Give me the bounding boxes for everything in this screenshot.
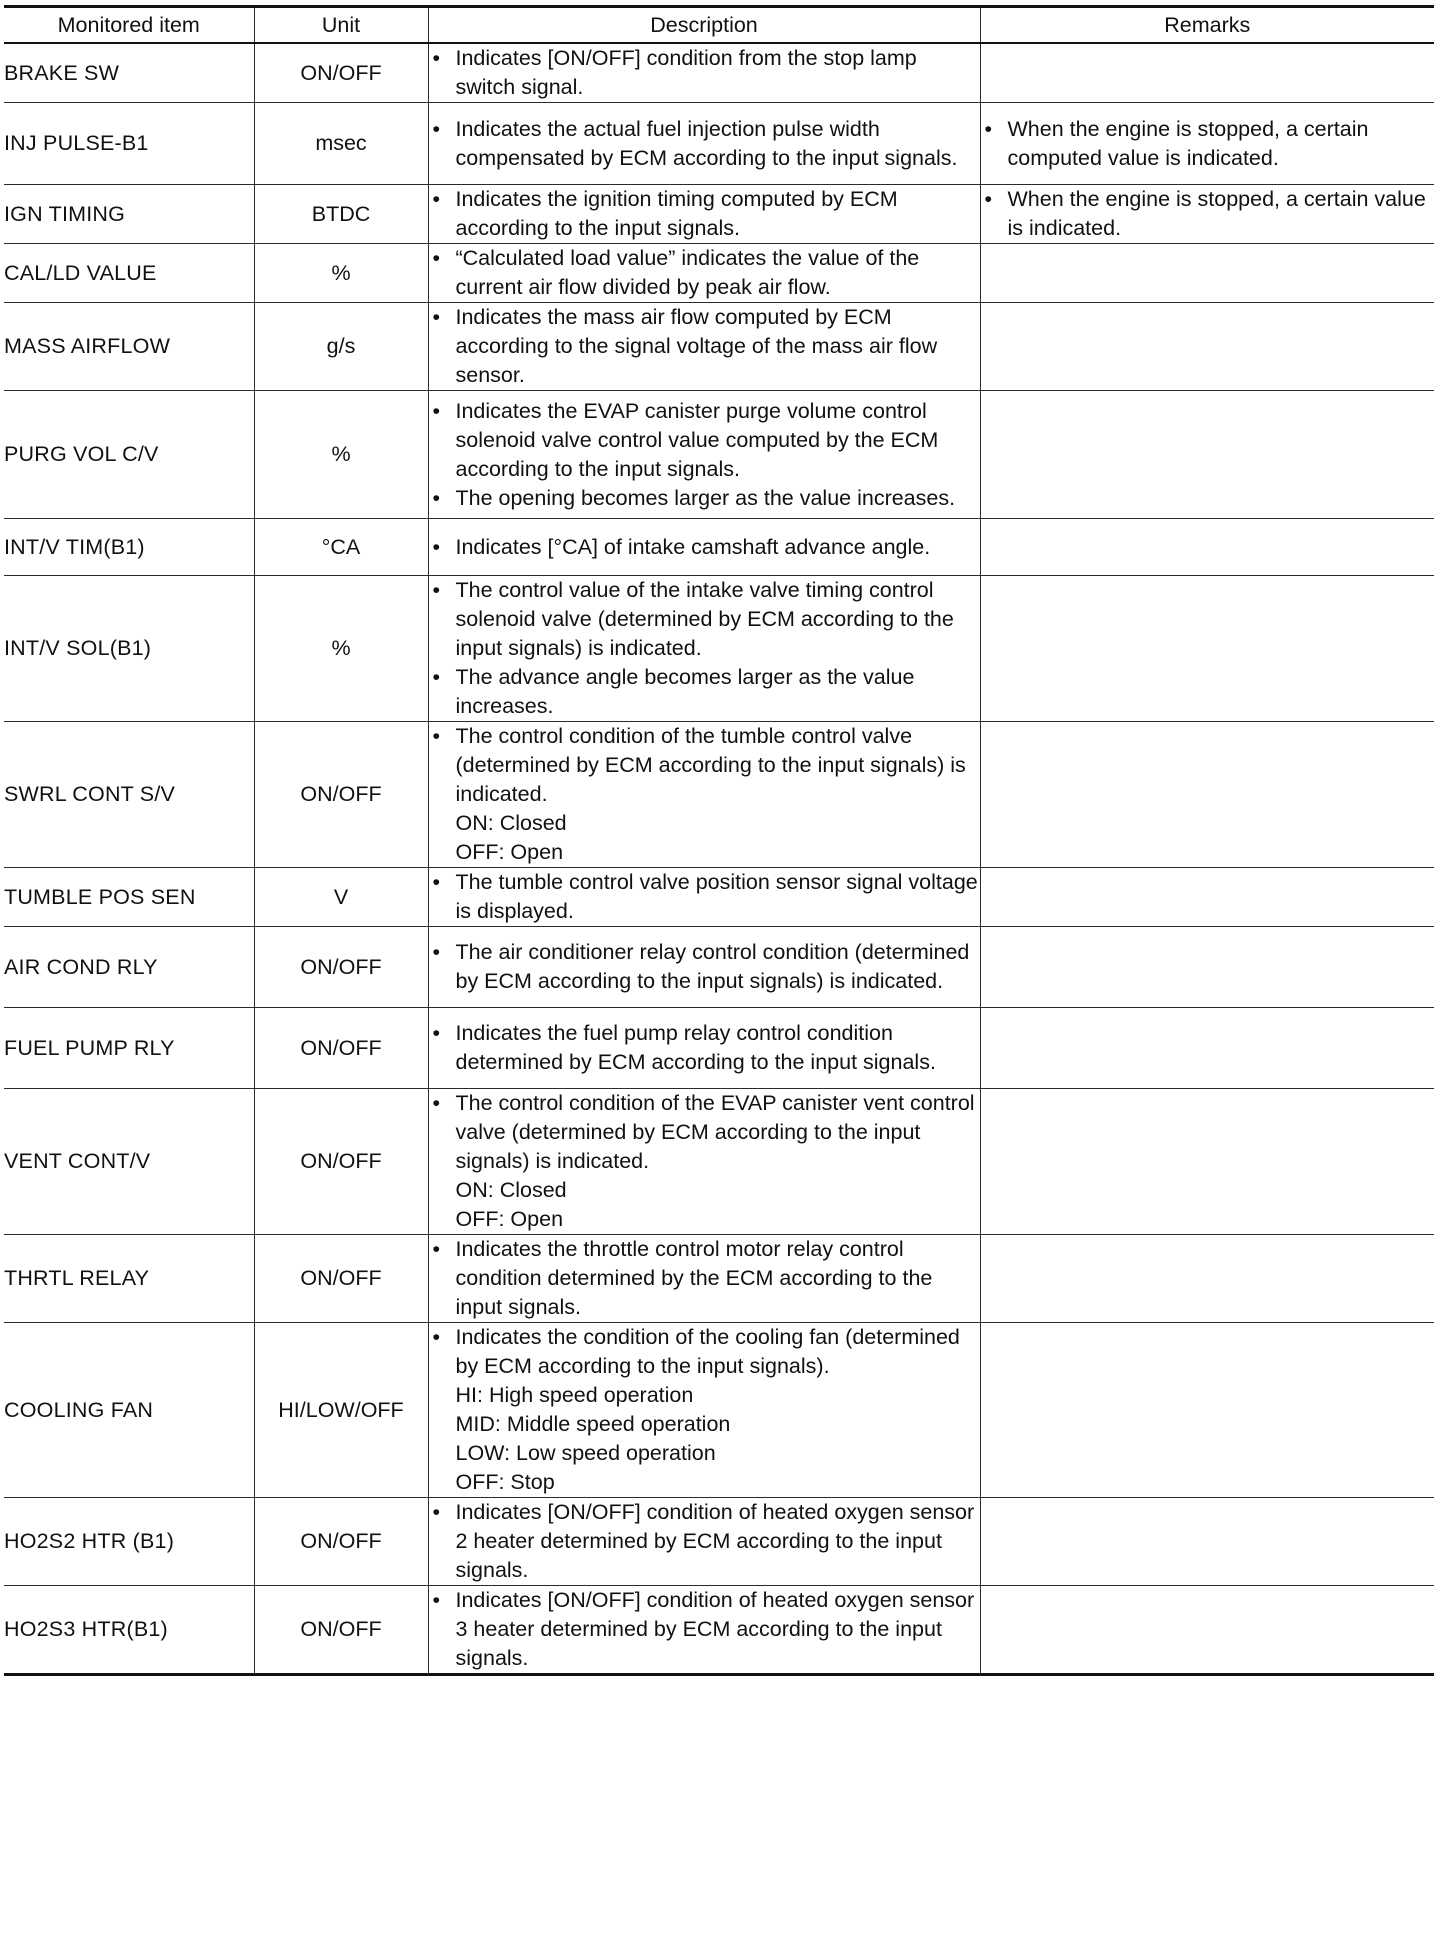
remarks-cell xyxy=(980,1089,1434,1235)
monitored-item-cell: SWRL CONT S/V xyxy=(4,722,254,868)
monitored-item-cell: TUMBLE POS SEN xyxy=(4,868,254,927)
table-row xyxy=(4,868,1434,927)
description-bullet: • “Calculated load value” indicates the value of the current air flow divided by peak air flow. xyxy=(429,244,980,302)
monitored-item-cell: HO2S2 HTR (B1) xyxy=(4,1498,254,1586)
header-remarks: Remarks xyxy=(980,7,1434,44)
description-bullet: • Indicates the actual fuel injection pulse width compensated by ECM according to the input signals. xyxy=(429,115,980,173)
description-cell xyxy=(428,303,980,391)
monitored-item-cell: CAL/LD VALUE xyxy=(4,244,254,303)
description-bullet: • The tumble control valve position sensor signal voltage is displayed. xyxy=(429,868,980,926)
unit-cell: ON/OFF xyxy=(254,1586,428,1675)
remark-bullet: • When the engine is stopped, a certain computed value is indicated. xyxy=(981,115,1435,173)
description-bullet: • Indicates [ON/OFF] condition of heated oxygen sensor 2 heater determined by ECM according to the input signals. xyxy=(429,1498,980,1585)
header-monitored-item: Monitored item xyxy=(4,7,254,44)
monitored-item-cell: VENT CONT/V xyxy=(4,1089,254,1235)
description-line: ON: Closed xyxy=(455,811,567,835)
description-bullet: • Indicates the condition of the cooling fan (determined by ECM according to the input signals). xyxy=(429,1323,980,1381)
description-cell xyxy=(428,244,980,303)
table-row xyxy=(4,391,1434,519)
remarks-cell xyxy=(980,1586,1434,1675)
remarks-cell xyxy=(980,576,1434,722)
remarks-cell xyxy=(980,43,1434,103)
remark-bullet: • When the engine is stopped, a certain value is indicated. xyxy=(981,185,1435,243)
monitored-item-cell: INJ PULSE-B1 xyxy=(4,103,254,185)
monitored-item-cell: HO2S3 HTR(B1) xyxy=(4,1586,254,1675)
description-cell xyxy=(428,576,980,722)
description-line: OFF: Stop xyxy=(455,1470,555,1494)
description-cell xyxy=(428,868,980,927)
unit-cell: ON/OFF xyxy=(254,1235,428,1323)
unit-cell: BTDC xyxy=(254,185,428,244)
description-cell xyxy=(428,103,980,185)
description-cell xyxy=(428,722,980,868)
table-row xyxy=(4,927,1434,1008)
unit-cell: ON/OFF xyxy=(254,43,428,103)
header-row xyxy=(4,7,1434,44)
description-bullet: • Indicates the ignition timing computed by ECM according to the input signals. xyxy=(429,185,980,243)
description-line: HI: High speed operation xyxy=(455,1383,694,1407)
table-row xyxy=(4,1586,1434,1675)
header-description: Description xyxy=(428,7,980,44)
description-cell xyxy=(428,1235,980,1323)
monitored-item-cell: INT/V SOL(B1) xyxy=(4,576,254,722)
unit-cell: % xyxy=(254,244,428,303)
table-row xyxy=(4,1498,1434,1586)
description-bullet: • The advance angle becomes larger as the value increases. xyxy=(429,663,980,721)
table-row xyxy=(4,103,1434,185)
description-cell xyxy=(428,1586,980,1675)
table-row xyxy=(4,519,1434,576)
description-cell xyxy=(428,927,980,1008)
unit-cell: g/s xyxy=(254,303,428,391)
monitored-item-cell: THRTL RELAY xyxy=(4,1235,254,1323)
table-row xyxy=(4,1089,1434,1235)
unit-cell: HI/LOW/OFF xyxy=(254,1323,428,1498)
monitored-item-cell: INT/V TIM(B1) xyxy=(4,519,254,576)
unit-cell: ON/OFF xyxy=(254,722,428,868)
unit-cell: % xyxy=(254,391,428,519)
remarks-cell xyxy=(980,185,1434,244)
table-row xyxy=(4,1235,1434,1323)
remarks-cell xyxy=(980,1008,1434,1089)
remarks-cell xyxy=(980,868,1434,927)
remarks-cell xyxy=(980,927,1434,1008)
remarks-cell xyxy=(980,244,1434,303)
unit-cell: ON/OFF xyxy=(254,1498,428,1586)
monitored-items-table xyxy=(4,5,1434,1676)
remarks-cell xyxy=(980,1323,1434,1498)
table-row xyxy=(4,722,1434,868)
remarks-cell xyxy=(980,519,1434,576)
table-header xyxy=(4,7,1434,44)
description-line: OFF: Open xyxy=(455,1207,564,1231)
description-cell xyxy=(428,1008,980,1089)
description-bullet: • Indicates [°CA] of intake camshaft advance angle. xyxy=(429,533,980,562)
remarks-cell xyxy=(980,1235,1434,1323)
table-row xyxy=(4,43,1434,103)
monitored-item-cell: BRAKE SW xyxy=(4,43,254,103)
description-bullet: • The opening becomes larger as the value increases. xyxy=(429,484,980,513)
unit-cell: % xyxy=(254,576,428,722)
table-row xyxy=(4,576,1434,722)
table-row xyxy=(4,244,1434,303)
description-cell xyxy=(428,519,980,576)
monitored-item-cell: FUEL PUMP RLY xyxy=(4,1008,254,1089)
monitored-item-cell: AIR COND RLY xyxy=(4,927,254,1008)
description-cell xyxy=(428,391,980,519)
description-bullet: • The control condition of the tumble control valve (determined by ECM according to the input signals) is indicated. xyxy=(429,722,980,809)
unit-cell: ON/OFF xyxy=(254,927,428,1008)
remarks-cell xyxy=(980,1498,1434,1586)
description-bullet: • Indicates [ON/OFF] condition of heated oxygen sensor 3 heater determined by ECM according to the input signals. xyxy=(429,1586,980,1673)
description-bullet: • The air conditioner relay control condition (determined by ECM according to the input signals) is indicated. xyxy=(429,938,980,996)
description-cell xyxy=(428,1089,980,1235)
remarks-cell xyxy=(980,391,1434,519)
description-bullet: • Indicates the fuel pump relay control condition determined by ECM according to the input signals. xyxy=(429,1019,980,1077)
monitored-item-cell: MASS AIRFLOW xyxy=(4,303,254,391)
monitored-item-cell: IGN TIMING xyxy=(4,185,254,244)
table-row xyxy=(4,303,1434,391)
description-bullet: • Indicates the mass air flow computed by ECM according to the signal voltage of the mass air flow sensor. xyxy=(429,303,980,390)
description-bullet: • Indicates the EVAP canister purge volume control solenoid valve control value computed by the ECM according to the input signals. xyxy=(429,397,980,484)
monitored-item-cell: COOLING FAN xyxy=(4,1323,254,1498)
unit-cell: V xyxy=(254,868,428,927)
description-bullet: • The control value of the intake valve timing control solenoid valve (determined by ECM according to the input signals) is indicated. xyxy=(429,576,980,663)
description-line: LOW: Low speed operation xyxy=(455,1441,716,1465)
description-cell xyxy=(428,43,980,103)
description-bullet: • Indicates [ON/OFF] condition from the stop lamp switch signal. xyxy=(429,44,980,102)
unit-cell: °CA xyxy=(254,519,428,576)
table-row xyxy=(4,185,1434,244)
description-line: ON: Closed xyxy=(455,1178,567,1202)
remarks-cell xyxy=(980,722,1434,868)
description-line: MID: Middle speed operation xyxy=(455,1412,731,1436)
remarks-cell xyxy=(980,103,1434,185)
description-bullet: • Indicates the throttle control motor relay control condition determined by the ECM according to the input signals. xyxy=(429,1235,980,1322)
description-line: OFF: Open xyxy=(455,840,564,864)
unit-cell: ON/OFF xyxy=(254,1008,428,1089)
description-bullet: • The control condition of the EVAP canister vent control valve (determined by ECM according to the input signals) is indicated. xyxy=(429,1089,980,1176)
unit-cell: ON/OFF xyxy=(254,1089,428,1235)
description-cell xyxy=(428,1323,980,1498)
description-cell xyxy=(428,1498,980,1586)
header-unit: Unit xyxy=(254,7,428,44)
remarks-cell xyxy=(980,303,1434,391)
description-cell xyxy=(428,185,980,244)
table-row xyxy=(4,1008,1434,1089)
table-body xyxy=(4,43,1434,1675)
unit-cell: msec xyxy=(254,103,428,185)
monitored-item-cell: PURG VOL C/V xyxy=(4,391,254,519)
table-row xyxy=(4,1323,1434,1498)
